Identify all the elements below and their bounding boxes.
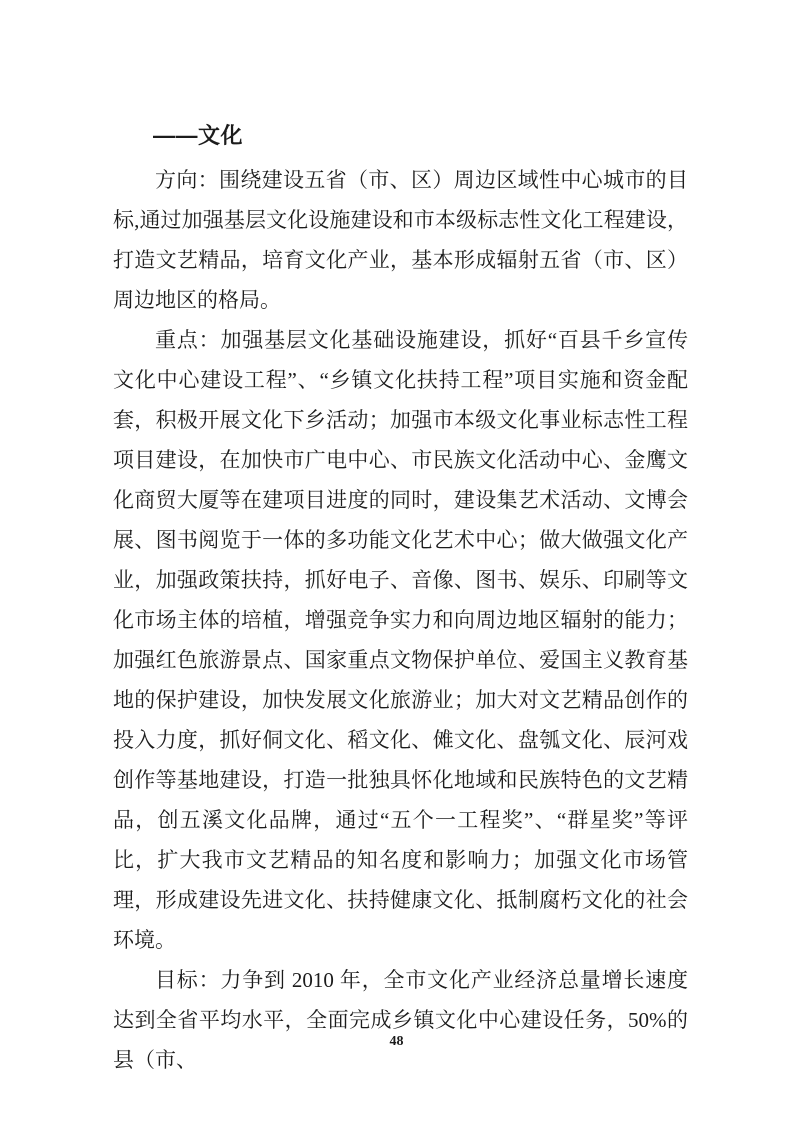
- paragraph-direction: 方向：围绕建设五省（市、区）周边区域性中心城市的目标,通过加强基层文化设施建设和市本级标志性文化工程建设，打造文艺精品，培育文化产业，基本形成辐射五省（市、区）周边地区的格局。: [113, 168, 688, 312]
- section-heading-culture: ——文化: [153, 123, 244, 148]
- paragraph-key-points: 重点：加强基层文化基础设施建设，抓好“百县千乡宣传文化中心建设工程”、“乡镇文化扶持工程”项目实施和资金配套，积极开展文化下乡活动；加强市本级文化事业标志性工程项目建设，在加快市广电中心、市民族文化活动中心、金鹰文化商贸大厦等在建项目进度的同时，建设集艺术活动、文博会展、图书阅览于一体的多功能文化艺术中心；做大做强文化产业，加强政策扶持，抓好电子、音像、图书、娱乐、印刷等文化市场主体的培植，增强竞争实力和向周边地区辐射的能力；加强红色旅游景点、国家重点文物保护单位、爱国主义教育基地的保护建设，加快发展文化旅游业；加大对文艺精品创作的投入力度，抓好侗文化、稻文化、傩文化、盘瓠文化、辰河戏创作等基地建设，打造一批独具怀化地域和民族特色的文艺精品，创五溪文化品牌，通过“五个一工程奖”、“群星奖”等评比，扩大我市文艺精品的知名度和影响力；加强文化市场管理，形成建设先进文化、扶持健康文化、抵制腐朽文化的社会环境。: [113, 328, 688, 952]
- page-number: 48: [389, 1034, 404, 1049]
- paragraph-goals: 目标：力争到 2010 年，全市文化产业经济总量增长速度达到全省平均水平，全面完成乡镇文化中心建设任务，50%的县（市、: [113, 968, 688, 1072]
- document-content: [113, 116, 688, 1080]
